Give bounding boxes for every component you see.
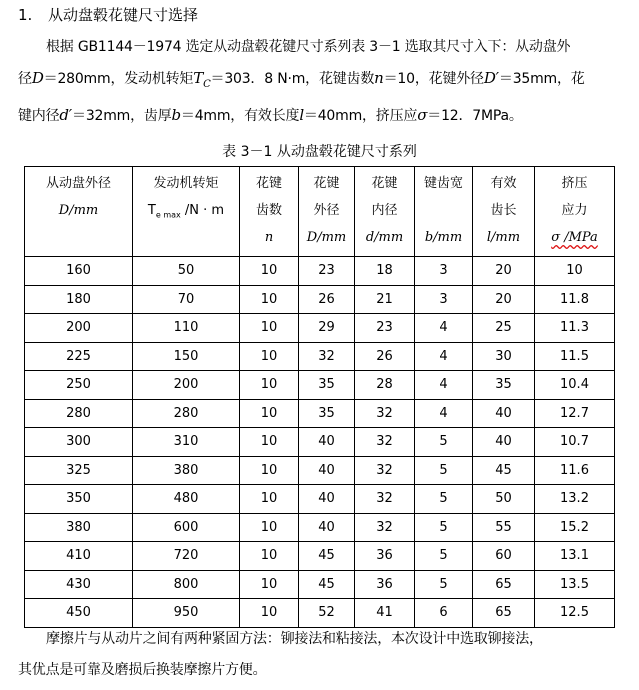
table-cell: 3 [415, 257, 473, 286]
header-text: 齿长 [490, 203, 517, 218]
table-cell: 310 [133, 428, 240, 457]
header-text: 发动机转矩 [153, 176, 219, 191]
table-cell: 40 [299, 485, 355, 514]
table-cell: 200 [133, 371, 240, 400]
text-run: ＝303．8 N·m，花键齿数 [210, 71, 375, 87]
header-unit: b/mm [424, 230, 463, 245]
header-unit-text: /N · m [180, 203, 225, 218]
table-cell: 35 [299, 371, 355, 400]
table-cell: 300 [25, 428, 133, 457]
table-cell: 10 [240, 285, 299, 314]
table-cell: 20 [473, 285, 535, 314]
table-row [25, 399, 615, 428]
var-D-prime: D′ [483, 69, 499, 87]
table-row [25, 456, 615, 485]
header-symbol: T [147, 203, 156, 218]
table-cell: 160 [25, 257, 133, 286]
text-run: ＝35mm，花 [498, 71, 585, 87]
table-cell: 32 [355, 456, 415, 485]
table-cell: 12.7 [535, 399, 615, 428]
header-unit [133, 197, 239, 229]
table-cell: 13.1 [535, 542, 615, 571]
header-unit: l/mm [486, 230, 521, 245]
header-text: 挤压 [561, 176, 588, 191]
table-cell: 225 [25, 342, 133, 371]
text-run: ＝280mm，发动机转矩 [43, 71, 194, 87]
table-cell: 45 [473, 456, 535, 485]
table-cell: 11.5 [535, 342, 615, 371]
table-cell: 36 [355, 570, 415, 599]
table-cell: 40 [299, 456, 355, 485]
header-unit: d/mm [365, 230, 404, 245]
table-cell: 32 [355, 399, 415, 428]
table-cell: 4 [415, 342, 473, 371]
table-cell: 40 [473, 399, 535, 428]
header-text: 从动盘外径 [45, 176, 111, 191]
table-cell: 10.4 [535, 371, 615, 400]
section-title: 从动盘毂花键尺寸选择 [48, 6, 199, 24]
table-cell: 325 [25, 456, 133, 485]
table-row [25, 257, 615, 286]
table-cell: 23 [299, 257, 355, 286]
header-unit: D/mm [58, 203, 99, 218]
var-T: T [193, 69, 204, 87]
table-cell: 25 [473, 314, 535, 343]
table-cell: 52 [299, 599, 355, 628]
table-cell: 800 [133, 570, 240, 599]
table-cell: 10 [240, 399, 299, 428]
table-cell: 10 [240, 542, 299, 571]
table-row [25, 599, 615, 628]
table-row [25, 570, 615, 599]
table-cell: 10 [535, 257, 615, 286]
table-cell: 30 [473, 342, 535, 371]
header-text: 花键 [371, 176, 398, 191]
table-cell: 23 [355, 314, 415, 343]
table-cell: 65 [473, 599, 535, 628]
table-cell: 21 [355, 285, 415, 314]
text-run: ＝40mm，挤压应 [303, 107, 418, 124]
table-cell: 280 [25, 399, 133, 428]
table-cell: 6 [415, 599, 473, 628]
table-body [25, 257, 615, 628]
table-cell: 18 [355, 257, 415, 286]
text-run: ＝4mm，有效长度 [180, 107, 300, 124]
table-cell: 50 [473, 485, 535, 514]
table-cell: 5 [415, 570, 473, 599]
text-run: ＝32mm，齿厚 [72, 107, 172, 124]
table-cell: 5 [415, 428, 473, 457]
header-text: 内径 [371, 203, 398, 218]
text-run: 径 [18, 71, 32, 87]
table-cell: 32 [355, 513, 415, 542]
var-d-prime: d′ [59, 105, 73, 124]
header-text: 外径 [313, 203, 340, 218]
table-cell: 4 [415, 371, 473, 400]
header-text [415, 197, 472, 224]
table-cell: 4 [415, 314, 473, 343]
header-tooth-count [240, 167, 299, 257]
table-row [25, 342, 615, 371]
table-cell: 26 [299, 285, 355, 314]
table-cell: 11.6 [535, 456, 615, 485]
header-text: 齿数 [255, 203, 282, 218]
header-text: 花键 [313, 176, 340, 191]
table-cell: 10 [240, 314, 299, 343]
table-cell: 10 [240, 485, 299, 514]
text-run: ＝12．7MPa。 [427, 107, 523, 124]
section-heading [18, 4, 198, 26]
closing-paragraph [18, 624, 626, 686]
table-cell: 13.5 [535, 570, 615, 599]
table-cell: 200 [25, 314, 133, 343]
table-cell: 32 [355, 428, 415, 457]
header-unit: σ /MPa [551, 230, 598, 245]
table-cell: 180 [25, 285, 133, 314]
table-caption: 表 3－1 从动盘毂花键尺寸系列 [222, 144, 417, 160]
table-cell: 45 [299, 542, 355, 571]
table-cell: 13.2 [535, 485, 615, 514]
table-cell: 10 [240, 599, 299, 628]
table-row [25, 371, 615, 400]
table-cell: 380 [133, 456, 240, 485]
closing-line-1: 摩擦片与从动片之间有两种紧固方法：铆接法和粘接法，本次设计中选取铆接法， [46, 631, 543, 647]
text-run: ＝10，花键外径 [383, 71, 484, 87]
table-cell: 350 [25, 485, 133, 514]
table-cell: 15.2 [535, 513, 615, 542]
spline-size-table [24, 166, 615, 628]
header-unit: n [264, 230, 274, 245]
table-row [25, 485, 615, 514]
table-cell: 40 [299, 428, 355, 457]
table-cell: 5 [415, 542, 473, 571]
var-sigma: σ [417, 105, 428, 124]
table-cell: 3 [415, 285, 473, 314]
table-cell: 11.3 [535, 314, 615, 343]
table-cell: 10 [240, 513, 299, 542]
table-header-row [25, 167, 615, 257]
table-cell: 29 [299, 314, 355, 343]
var-l: l [299, 105, 304, 124]
var-D: D [31, 69, 44, 87]
table-cell: 12.5 [535, 599, 615, 628]
var-T-subscript: C [203, 78, 211, 90]
table-cell: 450 [25, 599, 133, 628]
text-run: 键内径 [18, 107, 60, 124]
intro-paragraph [18, 32, 626, 132]
table-cell: 40 [299, 513, 355, 542]
table-cell: 10 [240, 371, 299, 400]
header-compressive-stress [535, 167, 615, 257]
table-cell: 10 [240, 257, 299, 286]
header-effective-length [473, 167, 535, 257]
table-cell: 50 [133, 257, 240, 286]
table-cell: 11.8 [535, 285, 615, 314]
closing-line-2: 其优点是可靠及磨损后换装摩擦片方便。 [18, 662, 267, 678]
intro-line-2 [18, 63, 626, 100]
table-cell: 5 [415, 456, 473, 485]
header-outer-diameter [25, 167, 133, 257]
header-engine-torque [133, 167, 240, 257]
table-cell: 950 [133, 599, 240, 628]
table-cell: 280 [133, 399, 240, 428]
header-text: 键齿宽 [423, 176, 463, 191]
header-subscript: e max [155, 210, 181, 220]
table-row [25, 428, 615, 457]
table-cell: 55 [473, 513, 535, 542]
header-text: 应力 [561, 203, 588, 218]
table-cell: 10 [240, 428, 299, 457]
header-text: 有效 [490, 176, 517, 191]
header-unit: D/mm [306, 230, 347, 245]
header-spline-outer-diameter [299, 167, 355, 257]
table-cell: 4 [415, 399, 473, 428]
table-cell: 32 [299, 342, 355, 371]
table-cell: 70 [133, 285, 240, 314]
table-cell: 65 [473, 570, 535, 599]
section-number: 1. [18, 6, 33, 24]
table-cell: 32 [355, 485, 415, 514]
table-cell: 10 [240, 570, 299, 599]
header-text: 花键 [255, 176, 282, 191]
table-cell: 10.7 [535, 428, 615, 457]
var-b: b [171, 105, 181, 124]
table-cell: 40 [473, 428, 535, 457]
table-cell: 60 [473, 542, 535, 571]
table-row [25, 542, 615, 571]
table-cell: 10 [240, 342, 299, 371]
var-n: n [374, 69, 384, 87]
table-cell: 600 [133, 513, 240, 542]
table-cell: 20 [473, 257, 535, 286]
table-cell: 110 [133, 314, 240, 343]
table-cell: 28 [355, 371, 415, 400]
table-cell: 250 [25, 371, 133, 400]
table-row [25, 513, 615, 542]
header-tooth-width [415, 167, 473, 257]
table-cell: 150 [133, 342, 240, 371]
table-row [25, 285, 615, 314]
table-cell: 41 [355, 599, 415, 628]
table-cell: 35 [299, 399, 355, 428]
table-cell: 720 [133, 542, 240, 571]
table-cell: 26 [355, 342, 415, 371]
intro-line-1: 根据 GB1144－1974 选定从动盘毂花键尺寸系列表 3－1 选取其尺寸入下：从动盘外 [46, 39, 571, 55]
table-cell: 10 [240, 456, 299, 485]
table-cell: 45 [299, 570, 355, 599]
table-cell: 430 [25, 570, 133, 599]
intro-line-3 [18, 100, 626, 132]
table-cell: 35 [473, 371, 535, 400]
table-cell: 480 [133, 485, 240, 514]
header-spline-inner-diameter [355, 167, 415, 257]
table-cell: 5 [415, 513, 473, 542]
table-cell: 36 [355, 542, 415, 571]
table-cell: 410 [25, 542, 133, 571]
table-cell: 5 [415, 485, 473, 514]
table-row [25, 314, 615, 343]
table-cell: 380 [25, 513, 133, 542]
